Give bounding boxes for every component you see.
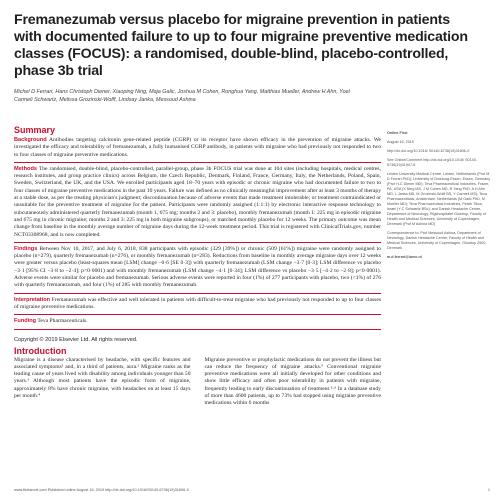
findings-text: Between Nov 10, 2017, and July 6, 2018, 838 participants with episodic (329 [39%]) or chronic (509 [61%]) migraine were randomly assigned to placebo (n=279), quarterly fremanezumab (n=276), or monthly fremanezumab (n=283). Reductions from baseline in monthly average migraine days over 12 weeks were greater versus placebo (least-squares mean [LSM] change −0·6 [SE 0·3]) with quarterly fremanezumab (LSM change −3·7 [0·3]; LSM difference vs placebo −3·1 [95% CI −3·8 to −2·4]; p<0·0001) and with monthly fremanezumab (LSM change −4·1 [0·34]; LSM difference vs placebo −3·5 [−4·2 to −2·8]; p<0·0001). Adverse events were similar for placebo and fremanezumab. Serious adverse events were reported in four (1%) of 277 participants with placebo, two (<1%) of 276 with quarterly fremanezumab, and four (1%) of 285 with monthly fremanezumab. bbox=[14, 245, 381, 289]
introduction-column-2: Migraine preventive or prophylactic medications do not prevent the illness but can reduce the frequency of migraine attacks.⁵ Conventional migraine preventive medications were all initially developed for other conditions and show little efficacy and often poor tolerability in patients with migraine, frequently leading to early discontinuation of treatment.⁵·⁶ In a database study of more than 4600 patients, up to 73% had stopped using migraine preventive medications within 6 months bbox=[204, 356, 381, 407]
page-number: 1 bbox=[487, 488, 490, 492]
article-sidebar bbox=[387, 131, 491, 264]
funding-label: Funding bbox=[14, 318, 37, 325]
introduction-column-1: Migraine is a disease characterised by headache, with specific features and associated symptoms¹ and, in a third of patients, aura.² Migraine ranks as the leading cause of years lived with disability among individuals younger than 50 years.³ Although most patients have the episodic form of migraine, approximately 8% have chronic migraine, with headaches on at least 15 days per month.⁴ bbox=[14, 356, 191, 400]
methods-paragraph bbox=[14, 166, 381, 239]
section-divider bbox=[14, 329, 381, 330]
interpretation-label: Interpretation bbox=[14, 296, 51, 303]
correspondence-address: Correspondence to: Prof Messoud Ashina, Department of Neurology, Danish Headache Centre, Faculty of Health and Medical Sciences, University of Copenhagen, Glostrup 2600, Denmark bbox=[387, 231, 487, 250]
article-title: Fremanezumab versus placebo for migraine prevention in patients with documented failure to up to four migraine preventive medication classes (FOCUS): a randomised, double-blind, placebo-controlled, phase 3b trial bbox=[14, 12, 468, 79]
author-affiliations: Leiden University Medical Centre, Leiden, Netherlands (Prof M D Ferrari PhD); University of Duisburg-Essen, Essen, Germany (Prof H-C Diener MD); Teva Pharmaceutical Industries, Frazer, PA, USA (X Ning MS, J M Cohen MD, R Yang PhD, A H Ahn MD, L Janka MD, M Grozinski-Wolff BS, Y Carmeli MS); Teva Pharmaceuticals, Amsterdam, Netherlands (M Galic PhD, M Mueller MD); Teva Pharmaceutical Industries, Petah Tikva, Israel (Y C Schwartz BSc); and Danish Headache Centre, Department of Neurology, Rigshospitalet Glostrup, Faculty of Health and Medical Sciences, University of Copenhagen, Denmark (Prof M Ashina MD) bbox=[387, 172, 491, 226]
author-list: Michel D Ferrari, Hans Christoph Diener, Xiaoping Ning, Maja Galic, Joshua M Cohen, Ronghua Yang, Matthias Mueller, Andrew H Ahn, Yoel Carmeli Schwartz, Melissa Grozinski-Wolff, Lindsay Janka, Messoud Ashina bbox=[14, 89, 350, 103]
background-label: Background bbox=[14, 137, 47, 143]
methods-label: Methods bbox=[14, 165, 37, 172]
footer-citation: www.thelancet.com Published online August 16, 2019 http://dx.doi.org/10.1016/S0140-6736(19)31606-X bbox=[14, 488, 189, 492]
findings-label: Findings bbox=[14, 245, 38, 252]
correspondence-email[interactable]: m.d.ferrari@lumc.nl bbox=[387, 255, 422, 259]
interpretation-text: Fremanezumab was effective and well tolerated in patients with difficult-to-treat migraine who had previously not responded to up to four classes of migraine preventive medications. bbox=[14, 296, 382, 310]
interpretation-paragraph bbox=[14, 297, 381, 312]
background-paragraph bbox=[14, 137, 381, 159]
publication-date: August 16, 2019 bbox=[387, 140, 414, 144]
doi-link[interactable]: http://dx.doi.org/10.1016/ S0140-6736(19)31606-X bbox=[387, 149, 470, 153]
summary-heading: Summary bbox=[14, 125, 56, 135]
main-column bbox=[14, 125, 381, 408]
funding-text: Teva Pharmaceuticals. bbox=[37, 318, 88, 325]
section-divider bbox=[14, 293, 381, 294]
comment-link[interactable]: See Online/Comment http://dx.doi.org/10.1016/ S0140-6736(19)31947-6 bbox=[387, 158, 477, 167]
methods-text: The randomised, double-blind, placebo-controlled, parallel-group, phase 3b FOCUS trial was done at 104 sites (including hospitals, medical centres, research institutes, and group practice clinics) across Belgium, the Czech Republic, Denmark, Finland, France, Germany, Italy, the Netherlands, Poland, Spain, Sweden, Switzerland, the UK, and the USA. We enrolled participants aged 18–70 years with episodic or chronic migraine who had documented failure to two to four classes of migraine preventive medications in the past 10 years. Failure was defined as no clinically meaningful improvement after at least 3 months of therapy at a stable dose, as per the treating physician's judgment; discontinuation because of adverse events that made treatment intolerable; or treatment contraindicated or unsuitable for the preventive treatment of migraine for the patient. Participants were randomly assigned (1:1:1) by electronic interactive response technology to subcutaneously administered quarterly fremanezumab (month 1, 675 mg; months 2 and 3: placebo), monthly fremanezumab (month 1: 225 mg in episodic migraine and 675 mg in chronic migraine; months 2 and 3: 225 mg in both migraine subgroups), or matched monthly placebo for 12 weeks. The primary outcome was mean change from baseline in the monthly average number of migraine days during the 12-week treatment period. This trial is registered with ClinicalTrials.gov, number NCT03308968, and is now completed. bbox=[14, 165, 381, 238]
section-divider bbox=[14, 162, 381, 163]
page-footer bbox=[14, 488, 490, 492]
copyright-notice: Copyright © 2019 Elsevier Ltd. All rights reserved. bbox=[14, 336, 138, 343]
online-first-label: Online First bbox=[387, 131, 408, 135]
background-text: Antibodies targeting calcitonin gene-related peptide (CGRP) or its receptor have shown efficacy in the prevention of migraine attacks. We investigated the efficacy and tolerability of fremanezumab, a fully humanised CGRP antibody, in patients with migraine who had previously not responded to two to four classes of migraine preventive medications. bbox=[14, 137, 382, 158]
introduction-heading: Introduction bbox=[14, 345, 67, 356]
section-divider bbox=[14, 314, 381, 315]
introduction-columns bbox=[14, 357, 381, 408]
findings-paragraph bbox=[14, 246, 381, 290]
funding-paragraph bbox=[14, 318, 381, 325]
section-divider bbox=[14, 242, 381, 243]
